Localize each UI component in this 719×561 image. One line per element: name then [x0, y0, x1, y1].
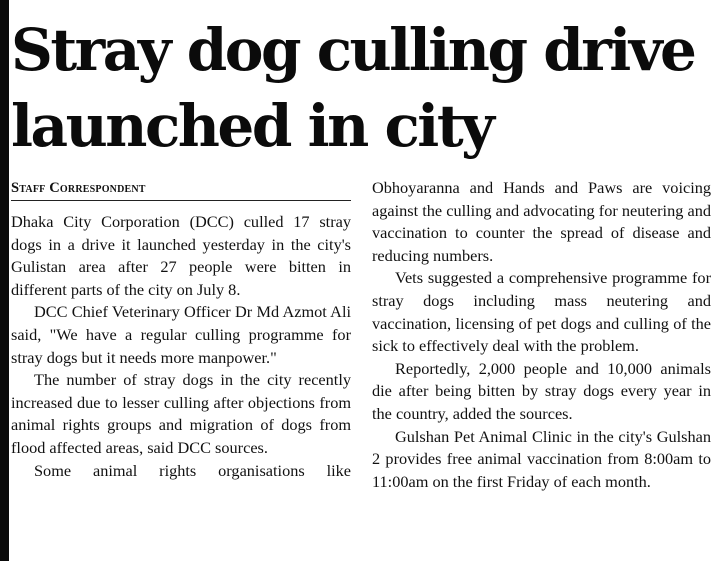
paragraph-continuation: Obhoyaranna and Hands and Paws are voicing against the culling and advocating for neutering and vaccination to counter the spread of disease and reducing numbers. — [372, 178, 711, 265]
left-margin-bar — [0, 0, 9, 561]
headline-line-2: launched in city — [11, 92, 493, 160]
paragraph: Reportedly, 2,000 people and 10,000 animals die after being bitten by stray dogs every year in the country, added the sources. — [372, 358, 711, 423]
article-column-left — [11, 178, 351, 482]
paragraph: Gulshan Pet Animal Clinic in the city's Gulshan 2 provides free animal vaccination from 8:00am to 11:00am on the first Friday of each month. — [372, 426, 711, 491]
paragraph: Vets suggested a comprehensive programme for stray dogs including mass neutering and vaccination, licensing of pet dogs and culling of the sick to effectively deal with the problem. — [372, 268, 711, 356]
paragraph: Dhaka City Corporation (DCC) culled 17 stray dogs in a drive it launched yesterday in the city's Gulistan area after 27 people were bitten in different parts of the city on July 8. — [11, 212, 351, 299]
headline-line-1: Stray dog culling drive — [11, 16, 695, 84]
paragraph: DCC Chief Veterinary Officer Dr Md Azmot Ali said, "We have a regular culling programme for stray dogs but it needs more manpower." — [11, 302, 351, 367]
headline — [11, 12, 711, 164]
byline: Staff Correspondent — [11, 178, 351, 201]
paragraph: The number of stray dogs in the city recently increased due to lesser culling after objections from animal rights groups and migration of dogs from flood affected areas, said DCC sources. — [11, 370, 351, 457]
article-column-right — [372, 177, 711, 493]
paragraph-continued: Some animal rights organisations like — [34, 460, 351, 480]
